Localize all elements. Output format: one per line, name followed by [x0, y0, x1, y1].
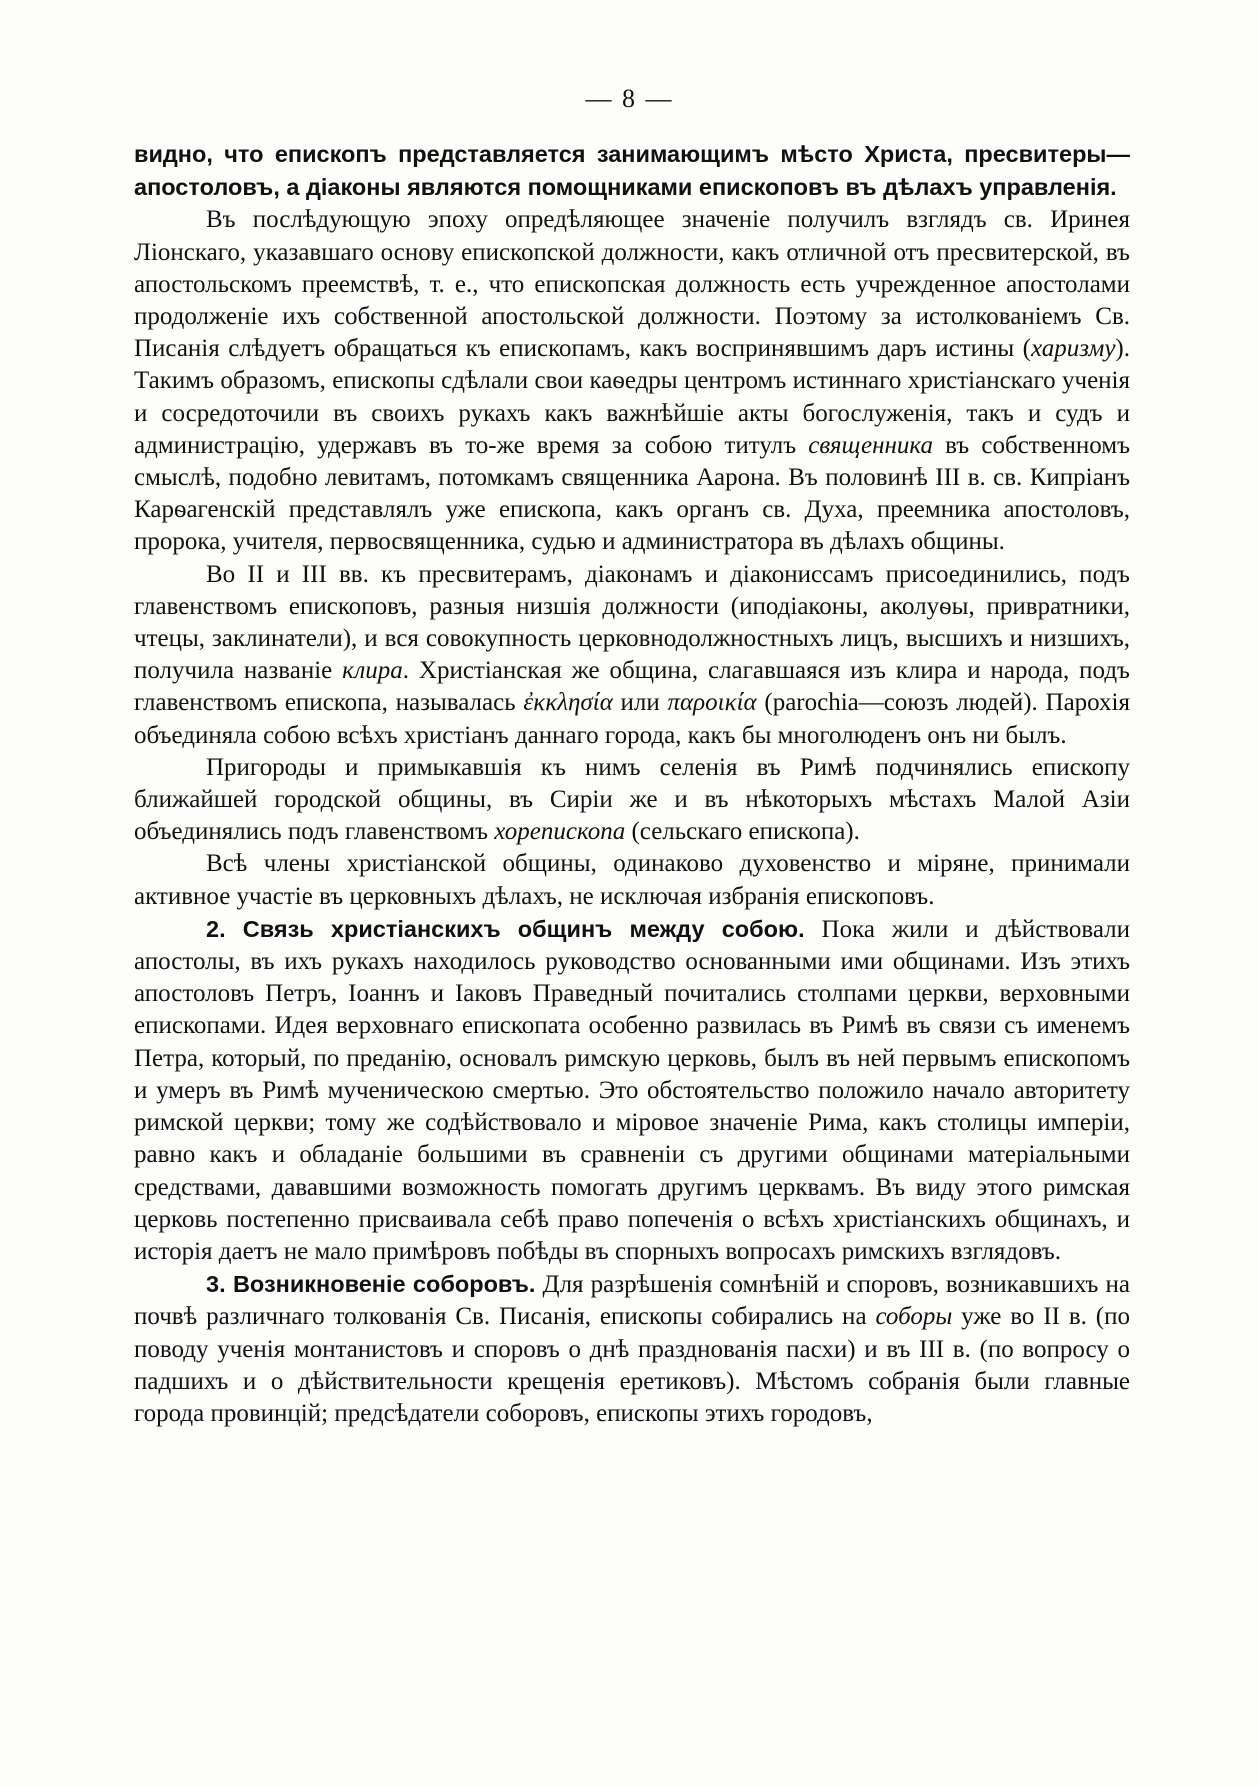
text-span: видно, что епископъ представляется занимающимъ мѣсто Христа, пресвитеры—апостоловъ, а діаконы являются помощниками епископовъ въ дѣлахъ управленія.	[134, 141, 1130, 201]
text-span: Во II и III вв. къ пресвитерамъ, діаконамъ и діакониссамъ присоединились, подъ главенствомъ епископовъ, разныя низшія должности (иподіаконы, аколуѳы, привратники, чтецы, заклинатели), и вся совокупность церковнодолжностныхъ лицъ, высшихъ и низшихъ, получила названіе	[134, 560, 1130, 685]
italic-term: клира	[342, 657, 403, 685]
italic-term: священника	[808, 431, 933, 459]
section-heading: 3. Возникновеніе соборовъ.	[206, 1271, 536, 1298]
text-span: Пока жили и дѣйствовали апостолы, въ ихъ рукахъ находилось руководство основанными ими общинами. Изъ этихъ апостоловъ Петръ, Іоаннъ и Іаковъ Праведный почитались столпами церкви, верховными епископами. Идея верховнаго епископата особенно развилась въ Римѣ въ связи съ именемъ Петра, который, по преданію, основалъ римскую церковь, былъ въ ней первымъ епископомъ и умеръ въ Римѣ мученическою смертью. Это обстоятельство положило начало авторитету римской церкви; тому же содѣйствовало и міровое значеніе Рима, какъ столицы имперіи, равно какъ и обладаніе большими въ сравненіи съ другими общинами матеріальными средствами, дававшими возможность помогать другимъ церквамъ. Въ виду этого римская церковь постепенно присваивала себѣ право попеченія о всѣхъ христіанскихъ общинахъ, и исторія даетъ не мало примѣровъ побѣды въ спорныхъ вопросахъ римскихъ взглядовъ.	[134, 915, 1130, 1265]
paragraph-5	[134, 848, 1130, 912]
text-span: Для разрѣшенія сомнѣній и споровъ, возникавшихъ на почвѣ различнаго толкованія Св. Писанія, епископы собирались на	[134, 1271, 1130, 1331]
italic-term: соборы	[875, 1303, 953, 1331]
paragraph-7	[134, 1268, 1130, 1430]
text-span: въ собственномъ смыслѣ, подобно левитамъ, потомкамъ священника Аарона. Въ половинѣ III в. св. Кипріанъ Карѳагенскій представлялъ уже епископа, какъ органъ св. Духа, преемника апостоловъ, пророка, учителя, первосвященника, судью и администратора въ дѣлахъ общины.	[134, 431, 1130, 556]
greek-term: ἐκκλησία	[523, 689, 613, 717]
paragraph-2	[134, 204, 1130, 558]
text-span: . Христіанская же община, слагавшаяся изъ клира и народа, подъ главенствомъ епископа, называлась	[134, 657, 1130, 717]
text-span: Всѣ члены христіанской общины, одинаково духовенство и міряне, принимали активное участіе въ церковныхъ дѣлахъ, не исключая избранія епископовъ.	[134, 850, 1130, 910]
paragraph-1	[134, 138, 1130, 204]
text-span: Въ послѣдующую эпоху опредѣляющее значеніе получилъ взглядъ св. Иринея Ліонскаго, указавшаго основу епископской должности, какъ отличной отъ пресвитерской, въ апостольскомъ преемствѣ, т. е., что епископская должность есть учрежденное апостолами продолженіе ихъ собственной апостольской должности. Поэтому за истолкованіемъ Св. Писанія слѣдуетъ обращаться къ епископамъ, какъ воспринявшимъ даръ истины (	[134, 206, 1130, 363]
text-span: Пригороды и примыкавшія къ нимъ селенія въ Римѣ подчинялись епископу ближайшей городской общины, въ Сиріи же и въ нѣкоторыхъ мѣстахъ Малой Азіи объединялись подъ главенствомъ	[134, 753, 1130, 846]
body-text	[134, 138, 1130, 1430]
italic-term: хорепископа	[494, 818, 626, 846]
paragraph-3	[134, 559, 1130, 752]
text-span: (сельскаго епископа).	[625, 818, 860, 846]
text-span: (parochia—союзъ людей). Парохія объединяла собою всѣхъ христіанъ даннаго города, какъ бы многолюденъ онъ ни былъ.	[134, 689, 1130, 749]
greek-term: παροικία	[667, 689, 757, 717]
section-heading: 2. Связь христіанскихъ общинъ между собою.	[206, 915, 805, 942]
page-number: — 8 —	[585, 84, 674, 113]
text-span: уже во II в. (по поводу ученія монтанистовъ и споровъ о днѣ празднованія пасхи) и въ III в. (по вопросу о падшихъ и о дѣйствительности крещенія еретиковъ). Мѣстомъ собранія были главные города провинцій; предсѣдатели соборовъ, епископы этихъ городовъ,	[134, 1303, 1130, 1427]
paragraph-6	[134, 913, 1130, 1268]
paragraph-4	[134, 752, 1130, 849]
text-span: или	[612, 689, 668, 717]
italic-term: харизму	[1030, 335, 1116, 363]
text-span: ). Такимъ образомъ, епископы сдѣлали свои каѳедры центромъ истиннаго христіанскаго ученія и сосредоточили въ своихъ рукахъ какъ важнѣйшіе акты богослуженія, такъ и судъ и администрацію, удержавъ въ то-же время за собою титулъ	[134, 335, 1130, 459]
